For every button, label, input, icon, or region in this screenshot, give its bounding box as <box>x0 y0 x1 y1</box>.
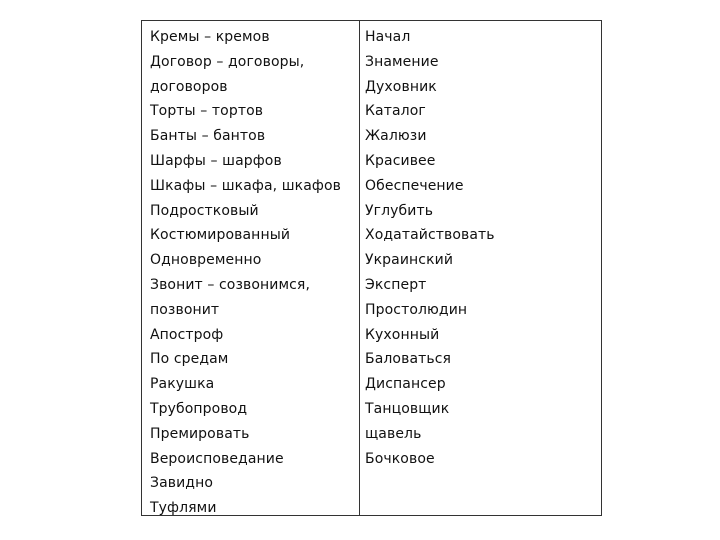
left-word: По средам <box>150 351 229 368</box>
left-word: Туфлями <box>150 500 217 517</box>
left-word: договоров <box>150 78 228 95</box>
left-word: Вероисповедание <box>150 450 284 467</box>
right-word: щавель <box>365 425 422 442</box>
left-word: Подростковый <box>150 202 259 219</box>
right-word: Украинский <box>365 252 454 269</box>
left-word: Шарфы – шарфов <box>150 152 282 169</box>
right-word: Углубить <box>365 202 434 219</box>
left-word: Банты – бантов <box>150 128 266 145</box>
right-word: Кухонный <box>365 326 440 343</box>
left-word: Завидно <box>150 475 214 492</box>
left-word: Кремы – кремов <box>150 29 270 45</box>
right-word: Ходатайствовать <box>365 227 495 244</box>
left-word: Торты – тортов <box>150 103 264 120</box>
right-word: Обеспечение <box>365 177 464 194</box>
left-word: Апостроф <box>150 326 224 343</box>
left-word: Одновременно <box>150 252 262 269</box>
right-word: Жалюзи <box>365 128 427 145</box>
left-word: Трубопровод <box>150 400 248 417</box>
right-word: Эксперт <box>365 276 427 293</box>
right-word: Начал <box>365 29 411 45</box>
right-word: Баловаться <box>365 351 452 368</box>
right-word: Духовник <box>365 78 437 95</box>
right-column <box>360 21 601 515</box>
right-word: Бочковое <box>365 450 435 467</box>
left-word: Костюмированный <box>150 227 291 244</box>
left-word: Звонит – созвонимся, <box>150 276 311 293</box>
right-word: Простолюдин <box>365 301 468 318</box>
right-word: Танцовщик <box>365 400 450 417</box>
right-word: Красивее <box>365 152 436 169</box>
left-word: позвонит <box>150 301 220 318</box>
left-word: Шкафы – шкафа, шкафов <box>150 177 341 194</box>
left-word: Договор – договоры, <box>150 53 305 70</box>
left-word: Ракушка <box>150 376 215 393</box>
left-column <box>142 21 360 515</box>
word-table <box>141 20 602 516</box>
right-word: Каталог <box>365 103 426 120</box>
right-word: Знамение <box>365 53 439 70</box>
right-word: Диспансер <box>365 376 446 393</box>
left-word: Премировать <box>150 425 250 442</box>
